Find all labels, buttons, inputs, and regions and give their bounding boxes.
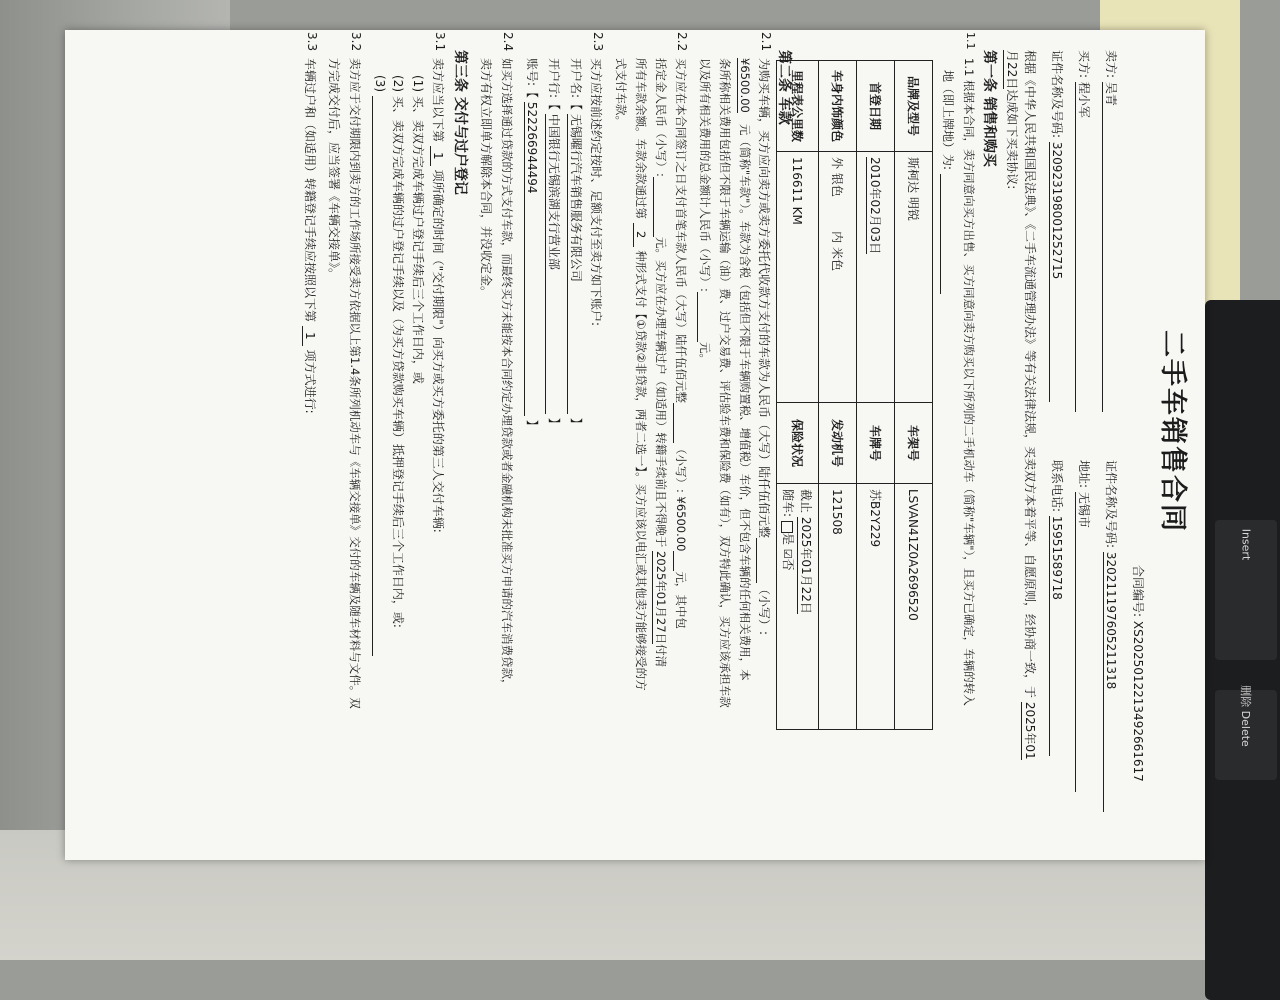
engine-label: 发动机号 — [819, 403, 857, 484]
mileage-value: 116611 KM — [777, 152, 819, 403]
color-value: 外 银色 内 米色 — [819, 152, 857, 403]
contract-content — [65, 30, 1205, 860]
clause-2-2-d: 式支付车款。 — [614, 58, 628, 127]
vehicle-table — [776, 60, 933, 730]
clause-2-2-c: 所有车款余额。车款余款通过第 2 种形式支付【①贷款②非贷款，两者二选一】。买方应该以电汇或其他卖方能够接受的方 — [634, 58, 648, 691]
insert-key[interactable]: Insert — [1215, 520, 1277, 660]
clause-2-1-d: 以及所有相关费用的总金额计人民币（小写）: 元。 — [698, 58, 712, 365]
seller-line: 卖方: 吴青 — [1102, 50, 1120, 412]
clause-1-1: 1.1 根据本合同，卖方同意向买方出售、买方同意向卖方购买以下所列的二手机动车（简称"车辆"），且买方已确定，车辆的转入 — [962, 58, 976, 706]
bank-account: 账号:【 522266944494 】 — [525, 58, 539, 432]
clause-2-4-num: 2.4 — [501, 32, 515, 52]
delete-key[interactable]: 删除 Delete — [1215, 690, 1277, 780]
insurance-value: 截止 2025年01月22日 随车: 是 ☑否 — [777, 484, 819, 730]
reg-date-label: 首登日期 — [857, 61, 895, 152]
clause-2-3-num: 2.3 — [591, 32, 605, 52]
plate-label: 车牌号 — [857, 403, 895, 484]
clause-2-2-b: 括定金人民币（小写）: 元。买方应在办理车辆过户（如适用）转籍手续前且不得晚于 2025年01月27日付清 — [654, 58, 668, 668]
clause-3-1-num: 3.1 — [433, 32, 447, 52]
vin-value: LSVAN41Z0A2696520 — [895, 484, 933, 730]
buyer-line: 买方: 程小军 — [1075, 50, 1093, 412]
contract-paper — [65, 30, 1205, 860]
clause-2-1-num: 2.1 — [759, 32, 773, 52]
clause-3-2-b: 方完成交付后，应当签署《车辆交接单》。 — [327, 58, 341, 281]
clause-3-1-a: (1) 买、卖双方完成车辆过户登记手续后三个工作日内，或 — [411, 75, 425, 384]
contract-title: 二手车销售合同 — [1157, 330, 1188, 533]
clause-3-2: 卖方应于交付期限内到卖方的工作场所接受卖方依据以上第1.4条所列机动车与《车辆交接单》交付的车辆及随车材料与文件。双 — [348, 58, 362, 709]
buyer-addr-line: 地址: 无锡市 — [1075, 460, 1093, 792]
clause-2-3: 买方应按前述约定按时、足额支付至卖方如下账户: — [589, 58, 603, 327]
insurance-yes-checkbox[interactable] — [782, 521, 794, 533]
color-label: 车身内饰颜色 — [819, 61, 857, 152]
clause-2-1: 为购买车辆，买方应向卖方或卖方委托代收款方支付的车款为人民币（大写）陆仟伍佰元整 （小写）: — [757, 58, 771, 636]
plate-value: 苏B2Y229 — [857, 484, 895, 730]
clause-2-1-b: ¥6500.00 元（简称"车款"）。车款为含税（包括但不限于车辆购置税、增值税）车价，但不包含车辆的任何相关费用，本 — [738, 58, 752, 681]
clause-3-1-b: (2) 买、卖双方完成车辆的过户登记手续以及（为买方贷款购买车辆）抵押登记手续后三个工作日内，或: — [391, 75, 405, 628]
clause-1-1-b: 地（即上牌地）为: — [940, 70, 957, 294]
brand-label: 品牌及型号 — [895, 61, 933, 152]
clause-2-1-c: 条所称相关费用包括但不限于车辆运输（油）费、过户交易费、评估验车费和保险费（如有），双方特此确认，买方应该承担车款 — [718, 58, 732, 708]
clause-3-3: 车辆过户和（如适用）转籍登记手续应按照以下第 1 项方式进行: — [303, 58, 317, 414]
bank-name: 开户行:【 中国银行无锡滨湖支行营业部 】 — [547, 58, 561, 430]
clause-2-2-num: 2.2 — [675, 32, 689, 52]
vin-label: 车架号 — [895, 403, 933, 484]
clause-3-1-c: (3) — [372, 75, 387, 656]
brand-value: 斯柯达 明锐 — [895, 152, 933, 403]
article-2-title: 第二条 车款 — [776, 50, 792, 125]
bank-holder: 开户名:【 无锡曜行汽车销售服务有限公司 】 — [569, 58, 583, 430]
insurance-label: 保险状况 — [777, 403, 819, 484]
clause-2-4: 如买方选择通过贷款的方式支付车款，而最终买方未能按本合同约定办理贷款或者金融机构未批准买方申请的汽车消费贷款， — [500, 58, 514, 691]
clause-2-4-b: 卖方有权立即单方解除本合同，并没收定金。 — [479, 58, 493, 299]
preamble-2: 月22日达成如下买卖协议: — [1005, 50, 1019, 190]
clause-3-2-num: 3.2 — [349, 32, 363, 52]
reg-date-value: 2010年02月03日 — [857, 152, 895, 403]
clause-3-1: 卖方应当以下第 1 项所确定的时间（"交付期限"）向买方或买方委托的第三人交付车辆: — [431, 58, 445, 533]
seller-id-line: 证件名称及号码: 320211197605211318 — [1103, 460, 1120, 812]
insurance-no-checkbox[interactable]: ☑ — [781, 548, 794, 559]
buyer-phone-line: 联系电话: 15951589718 — [1049, 460, 1066, 756]
contract-number: 合同编号: XS2025012213492661617 — [1131, 565, 1145, 782]
buyer-id-line: 证件名称及号码: 320923198001252715 — [1049, 50, 1066, 402]
mileage-label: 里程表公里数 — [777, 61, 819, 152]
clause-1-1-num: 1.1 — [964, 32, 977, 50]
preamble: 根据《中华人民共和国民法典》、《二手车流通管理办法》等有关法律法规，买卖双方本着平等、自愿原则，经协商一致，于 2025年01 — [1023, 50, 1037, 760]
engine-value: 121508 — [819, 484, 857, 730]
clause-2-2: 买方应在本合同签订之日支付首笔车款人民币（大写）陆仟伍佰元整 （小写）: ¥6500.00 元，其中包 — [674, 58, 688, 629]
article-3-title: 第三条 交付与过户登记 — [452, 50, 468, 195]
article-1-title: 第一条 销售和购买 — [981, 50, 997, 167]
clause-3-3-num: 3.3 — [305, 32, 319, 52]
